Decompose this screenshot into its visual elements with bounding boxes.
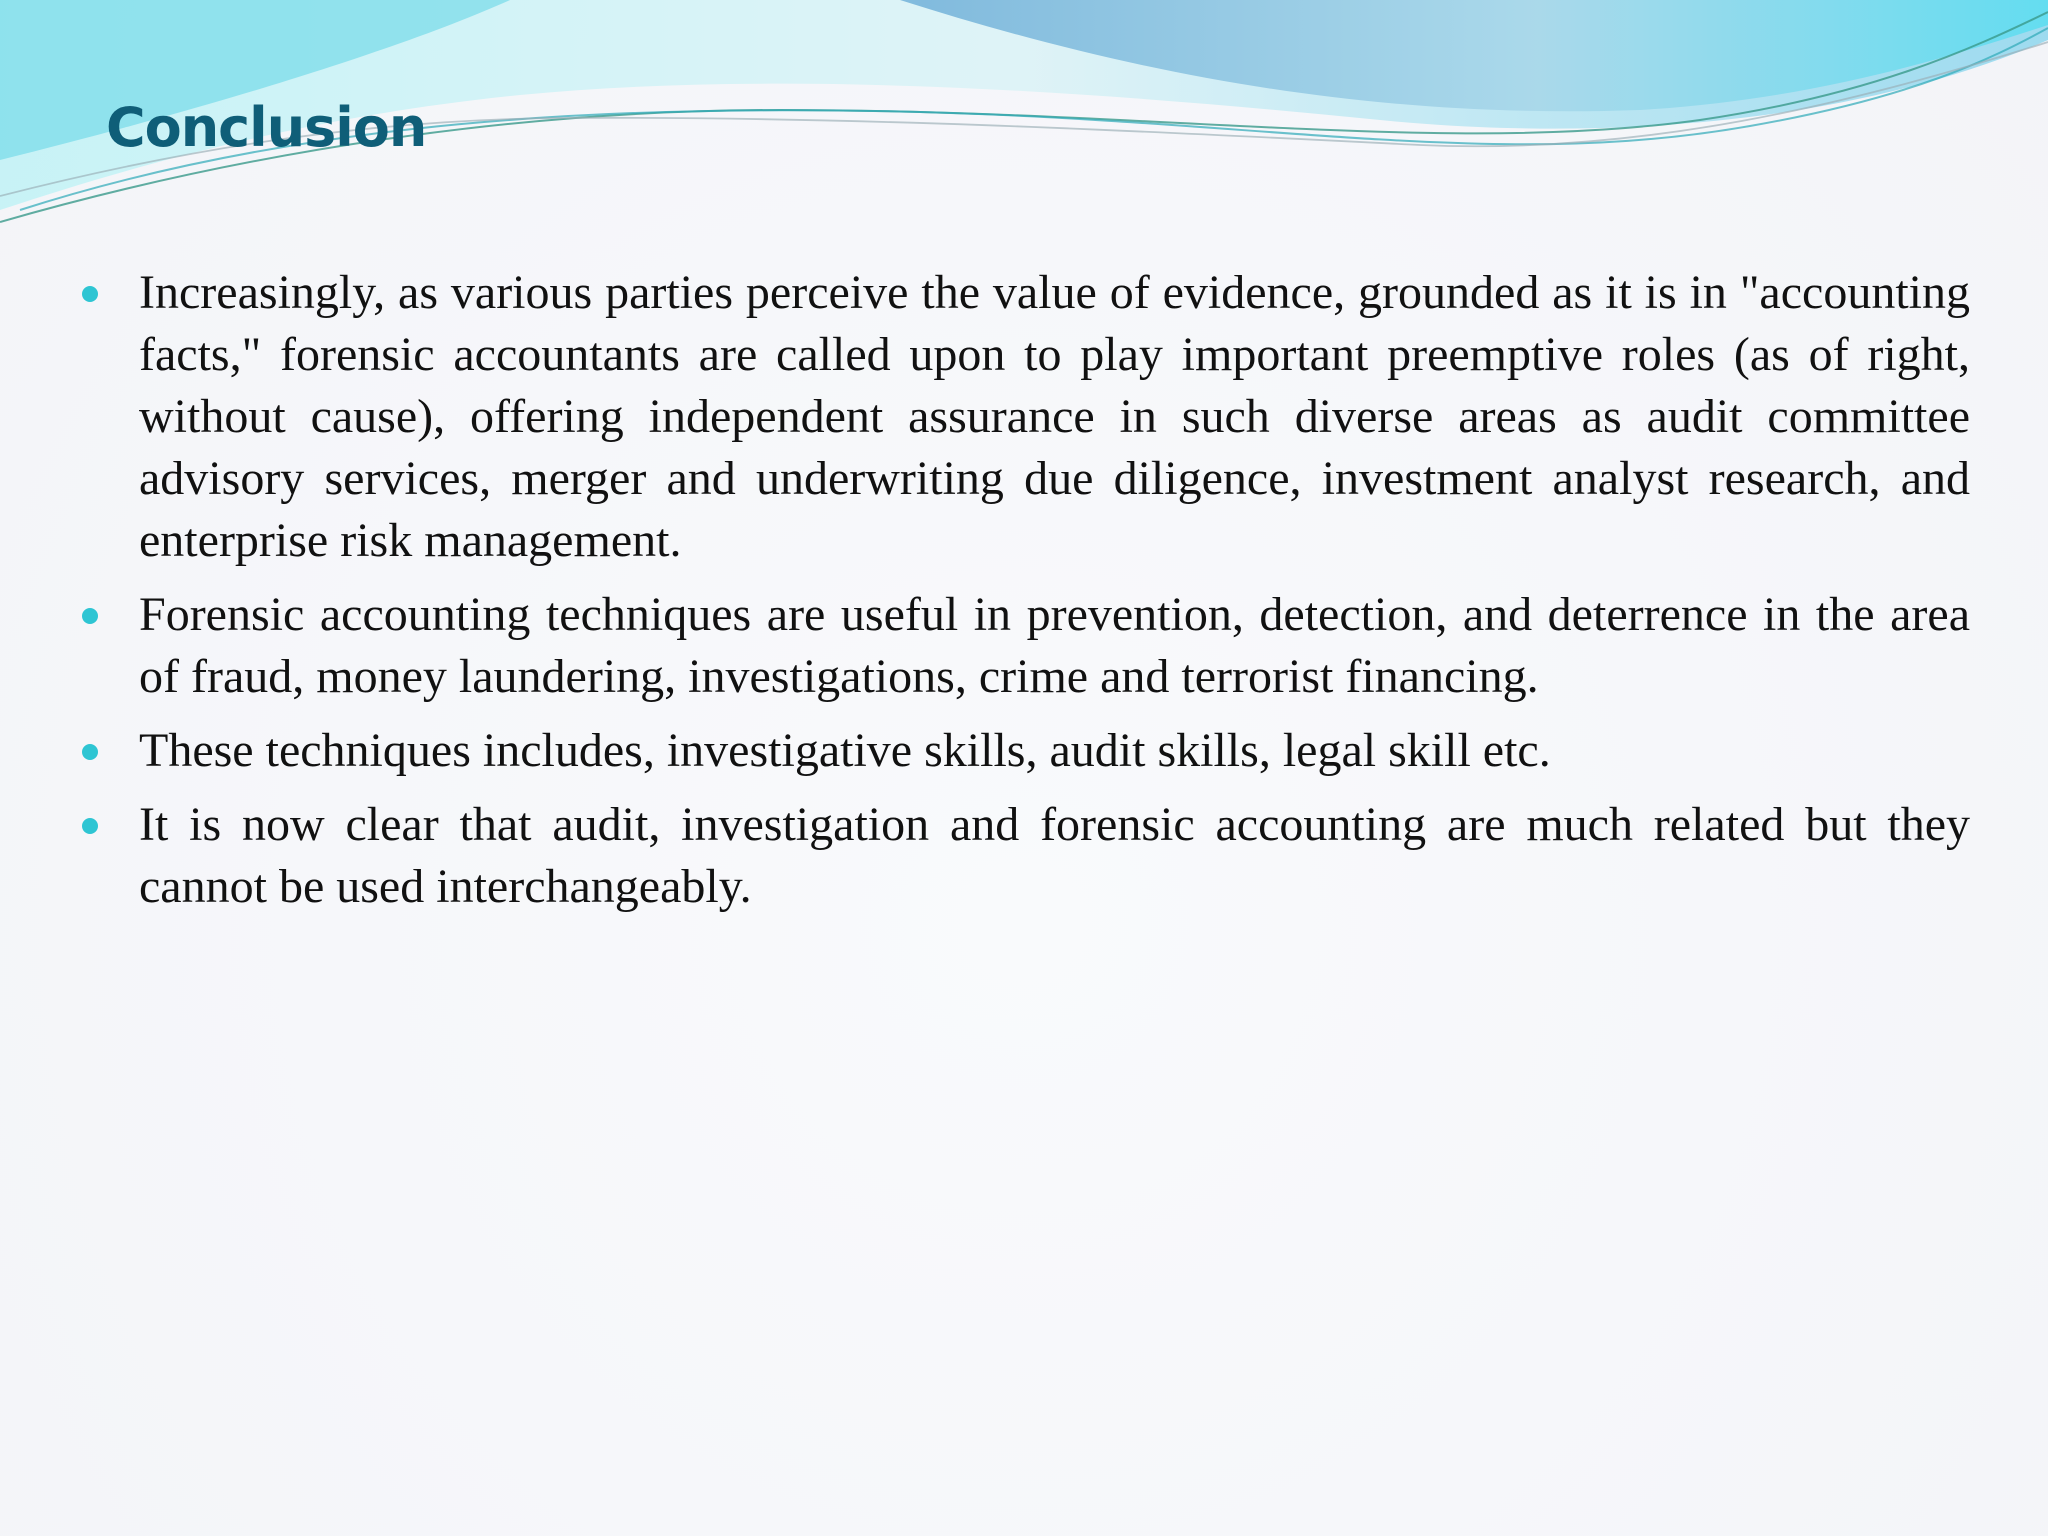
- bullet-dot-icon: [82, 608, 98, 624]
- bullet-list: [76, 262, 1970, 930]
- bullet-dot-icon: [82, 744, 98, 760]
- bullet-text: It is now clear that audit, investigation and forensic accounting are much related but they cannot be used interchangeably.: [139, 798, 1970, 913]
- bullet-item: [76, 720, 1970, 782]
- slide-title: Conclusion: [106, 96, 427, 159]
- bullet-item: [76, 794, 1970, 918]
- bullet-text: Increasingly, as various parties perceive the value of evidence, grounded as it is in "accounting facts," forensic accountants are called upon to play important preemptive roles (as of right, without cause), offering independent assurance in such diverse areas as audit committee advisory services, merger and underwriting due diligence, investment analyst research, and enterprise risk management.: [139, 266, 1970, 567]
- bullet-dot-icon: [82, 818, 98, 834]
- bullet-item: [76, 262, 1970, 572]
- bullet-text: These techniques includes, investigative skills, audit skills, legal skill etc.: [139, 724, 1551, 777]
- bullet-dot-icon: [82, 286, 98, 302]
- bullet-text: Forensic accounting techniques are useful in prevention, detection, and deterrence in the area of fraud, money laundering, investigations, crime and terrorist financing.: [139, 588, 1970, 703]
- bullet-item: [76, 584, 1970, 708]
